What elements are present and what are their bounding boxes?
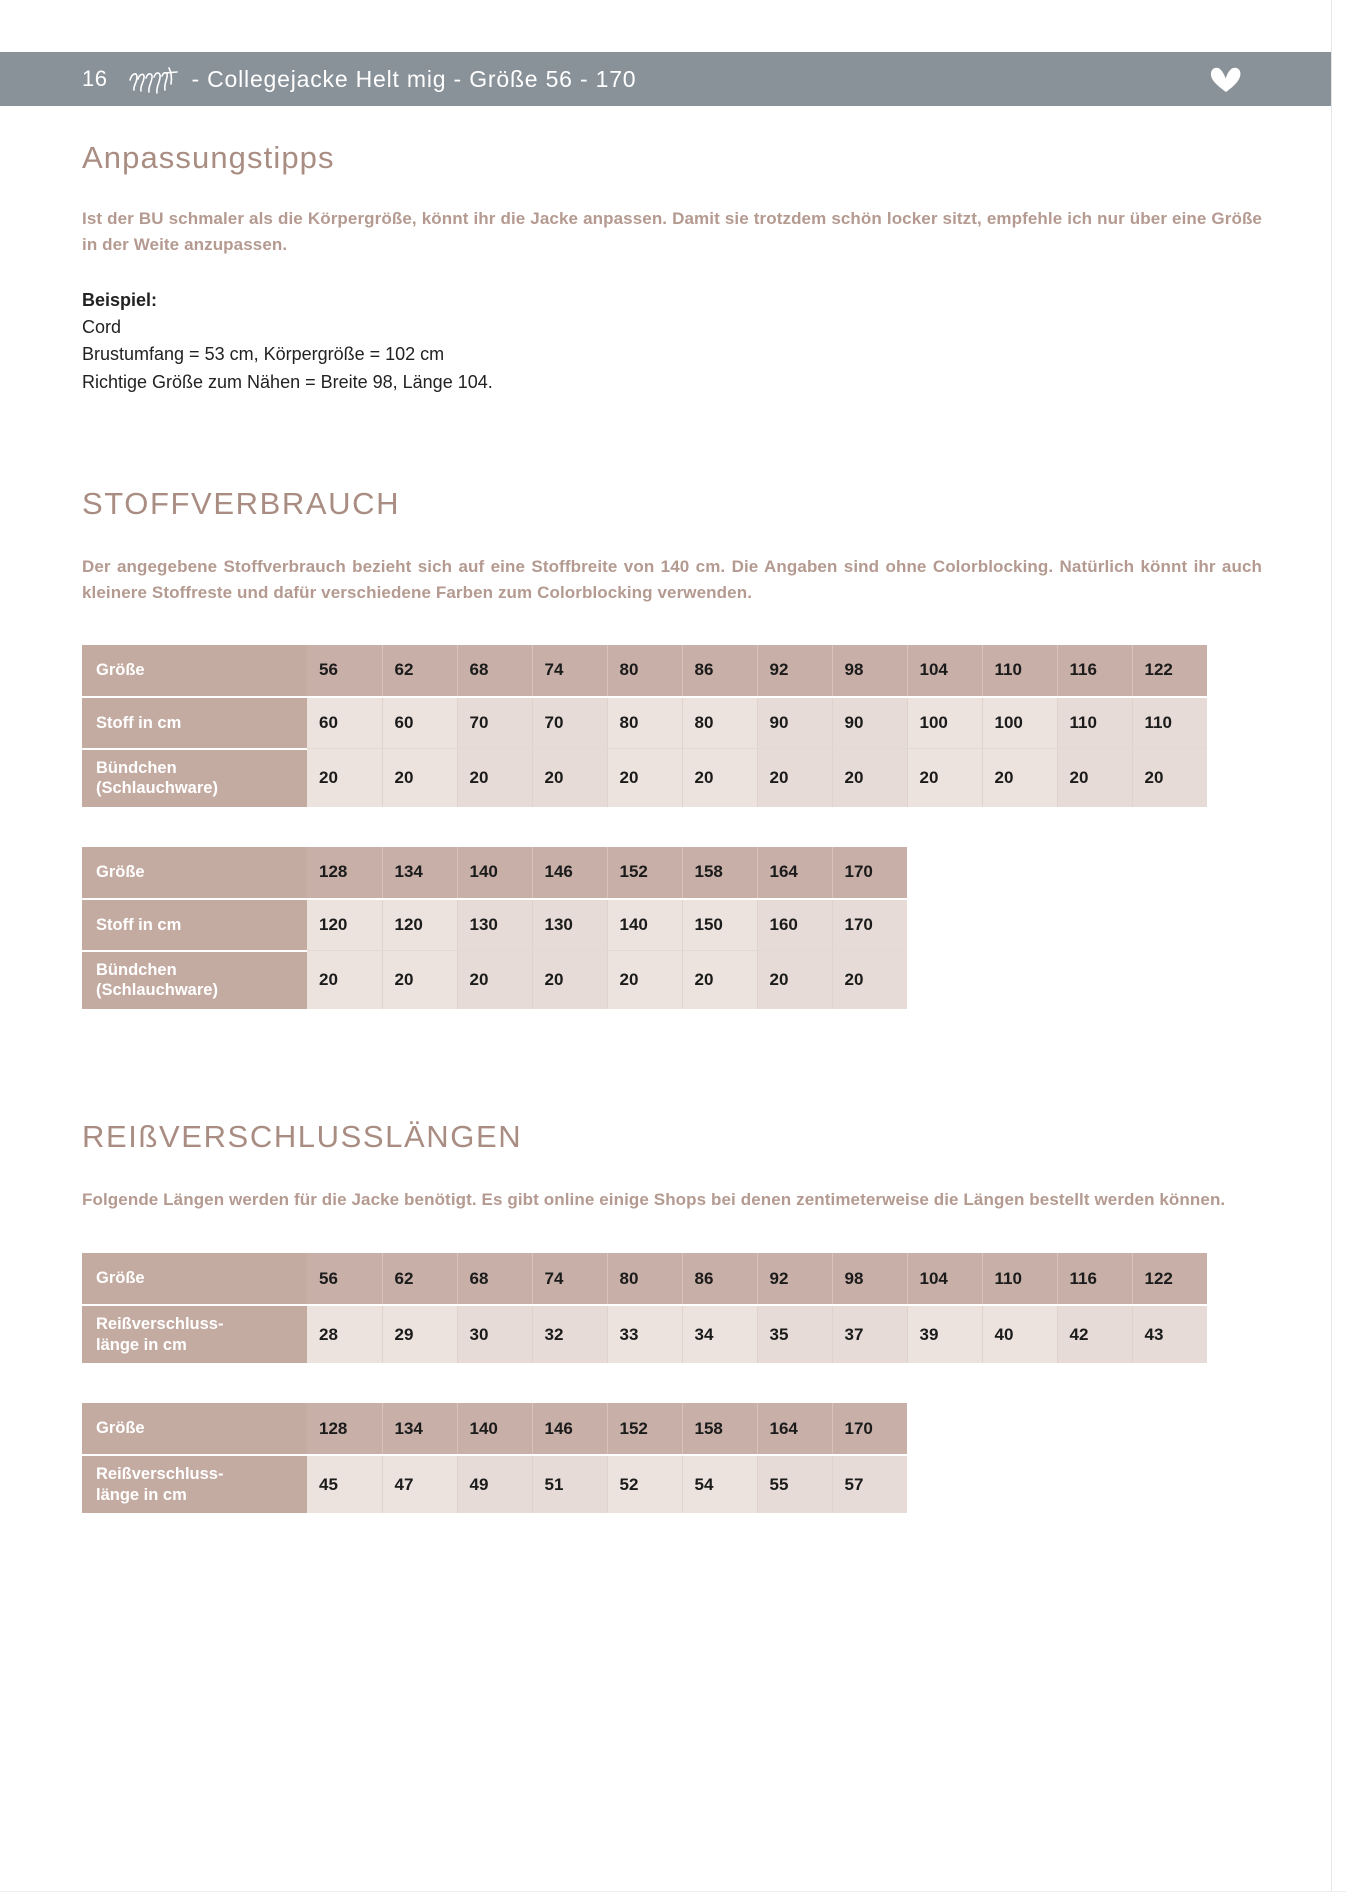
data-cell: 120 — [382, 899, 457, 951]
data-cell: 43 — [1132, 1305, 1207, 1363]
data-cell: 20 — [757, 749, 832, 807]
data-cell: 20 — [682, 951, 757, 1009]
data-cell: 140 — [607, 899, 682, 951]
row-label-zipper-length — [82, 1455, 307, 1513]
data-cell: 20 — [907, 749, 982, 807]
table-row — [82, 645, 1207, 697]
size-header-cell: 92 — [757, 645, 832, 697]
page-content — [82, 140, 1262, 1513]
row-label-buendchen-line2: (Schlauchware) — [96, 779, 218, 798]
row-label-zipper-line2: länge in cm — [96, 1485, 187, 1504]
data-cell: 51 — [532, 1455, 607, 1513]
data-cell: 35 — [757, 1305, 832, 1363]
table-row — [82, 847, 907, 899]
row-label-stoff: Stoff in cm — [82, 697, 307, 749]
data-cell: 20 — [1057, 749, 1132, 807]
data-cell: 90 — [757, 697, 832, 749]
row-label-buendchen-line1: Bündchen — [96, 960, 177, 979]
data-cell: 20 — [457, 951, 532, 1009]
data-cell: 90 — [832, 697, 907, 749]
table-zipper-large — [82, 1403, 907, 1513]
row-label-size: Größe — [82, 1403, 307, 1455]
page-number: 16 — [82, 66, 108, 91]
size-header-cell: 68 — [457, 1253, 532, 1305]
row-label-size: Größe — [82, 847, 307, 899]
data-cell: 130 — [532, 899, 607, 951]
data-cell: 45 — [307, 1455, 382, 1513]
data-cell: 110 — [1132, 697, 1207, 749]
data-cell: 80 — [682, 697, 757, 749]
size-header-cell: 170 — [832, 1403, 907, 1455]
table-row — [82, 1253, 1207, 1305]
size-header-cell: 110 — [982, 645, 1057, 697]
data-cell: 30 — [457, 1305, 532, 1363]
size-header-cell: 140 — [457, 1403, 532, 1455]
data-cell: 55 — [757, 1455, 832, 1513]
anpassungstipps-paragraph: Ist der BU schmaler als die Körpergröße, könnt ihr die Jacke anpassen. Damit sie trotzdem schön locker sitzt, empfehle ich nur über eine Größe in der Weite anzupassen. — [82, 209, 1262, 255]
data-cell: 57 — [832, 1455, 907, 1513]
size-header-cell: 170 — [832, 847, 907, 899]
data-cell: 60 — [382, 697, 457, 749]
example-block — [82, 287, 1262, 396]
data-cell: 20 — [982, 749, 1057, 807]
brand-logo-icon — [125, 62, 185, 96]
table-fabric-small — [82, 645, 1207, 807]
data-cell: 130 — [457, 899, 532, 951]
data-cell: 120 — [307, 899, 382, 951]
table-row — [82, 1403, 907, 1455]
data-cell: 20 — [607, 749, 682, 807]
size-header-cell: 110 — [982, 1253, 1057, 1305]
reissverschluss-paragraph: Folgende Längen werden für die Jacke benötigt. Es gibt online einige Shops bei denen zentimeterweise die Längen bestellt werden können. — [82, 1189, 1226, 1209]
size-header-cell: 80 — [607, 1253, 682, 1305]
data-cell: 34 — [682, 1305, 757, 1363]
page-right-margin — [1331, 0, 1346, 1902]
table-fabric-large — [82, 847, 907, 1009]
size-header-cell: 122 — [1132, 1253, 1207, 1305]
size-header-cell: 104 — [907, 1253, 982, 1305]
size-header-cell: 152 — [607, 847, 682, 899]
row-label-stoff: Stoff in cm — [82, 899, 307, 951]
size-header-cell: 152 — [607, 1403, 682, 1455]
row-label-zipper-line2: länge in cm — [96, 1335, 187, 1354]
data-cell: 37 — [832, 1305, 907, 1363]
size-header-cell: 146 — [532, 1403, 607, 1455]
data-cell: 20 — [1132, 749, 1207, 807]
data-cell: 54 — [682, 1455, 757, 1513]
table-row — [82, 951, 907, 1009]
header-title: - Collegejacke Helt mig - Größe 56 - 170 — [191, 65, 637, 92]
table-gap — [82, 1363, 1262, 1403]
page-header-bar — [0, 52, 1332, 106]
heart-icon — [1206, 62, 1246, 96]
size-header-cell: 146 — [532, 847, 607, 899]
data-cell: 29 — [382, 1305, 457, 1363]
table-row — [82, 749, 1207, 807]
size-header-cell: 86 — [682, 645, 757, 697]
data-cell: 42 — [1057, 1305, 1132, 1363]
data-cell: 47 — [382, 1455, 457, 1513]
data-cell: 20 — [457, 749, 532, 807]
size-header-cell: 68 — [457, 645, 532, 697]
size-header-cell: 56 — [307, 1253, 382, 1305]
data-cell: 170 — [832, 899, 907, 951]
row-label-zipper-line1: Reißverschluss- — [96, 1465, 224, 1484]
data-cell: 80 — [607, 697, 682, 749]
size-header-cell: 80 — [607, 645, 682, 697]
size-header-cell: 86 — [682, 1253, 757, 1305]
section-title-stoffverbrauch: STOFFVERBRAUCH — [82, 486, 401, 522]
size-header-cell: 158 — [682, 847, 757, 899]
size-header-cell: 164 — [757, 1403, 832, 1455]
data-cell: 52 — [607, 1455, 682, 1513]
data-cell: 20 — [532, 951, 607, 1009]
example-label: Beispiel: — [82, 289, 158, 310]
row-label-buendchen — [82, 951, 307, 1009]
data-cell: 20 — [307, 749, 382, 807]
size-header-cell: 74 — [532, 645, 607, 697]
size-header-cell: 134 — [382, 847, 457, 899]
data-cell: 70 — [532, 697, 607, 749]
size-header-cell: 104 — [907, 645, 982, 697]
row-label-buendchen-line2: (Schlauchware) — [96, 981, 218, 1000]
row-label-zipper-line1: Reißverschluss- — [96, 1315, 224, 1334]
table-zipper-small — [82, 1253, 1207, 1363]
data-cell: 100 — [907, 697, 982, 749]
stoffverbrauch-paragraph: Der angegebene Stoffverbrauch bezieht sich auf eine Stoffbreite von 140 cm. Die Angaben sind ohne Colorblocking. Natürlich könnt ihr auch kleinere Stoffreste und dafür verschiedene Farben zum Colorblocking verwenden. — [82, 557, 1262, 603]
table-row — [82, 1305, 1207, 1363]
data-cell: 60 — [307, 697, 382, 749]
data-cell: 20 — [382, 951, 457, 1009]
data-cell: 20 — [832, 749, 907, 807]
size-header-cell: 62 — [382, 645, 457, 697]
row-label-size: Größe — [82, 1253, 307, 1305]
size-header-cell: 74 — [532, 1253, 607, 1305]
size-header-cell: 56 — [307, 645, 382, 697]
data-cell: 28 — [307, 1305, 382, 1363]
size-header-cell: 116 — [1057, 645, 1132, 697]
size-header-cell: 116 — [1057, 1253, 1132, 1305]
data-cell: 32 — [532, 1305, 607, 1363]
row-label-buendchen-line1: Bündchen — [96, 758, 177, 777]
data-cell: 110 — [1057, 697, 1132, 749]
size-header-cell: 128 — [307, 847, 382, 899]
example-line-result: Richtige Größe zum Nähen = Breite 98, Länge 104. — [82, 371, 493, 392]
data-cell: 20 — [607, 951, 682, 1009]
example-line-material: Cord — [82, 317, 122, 338]
size-header-cell: 98 — [832, 1253, 907, 1305]
size-header-cell: 62 — [382, 1253, 457, 1305]
row-label-zipper-length — [82, 1305, 307, 1363]
data-cell: 150 — [682, 899, 757, 951]
data-cell: 70 — [457, 697, 532, 749]
table-gap — [82, 807, 1262, 847]
row-label-buendchen — [82, 749, 307, 807]
data-cell: 20 — [682, 749, 757, 807]
example-line-measurements: Brustumfang = 53 cm, Körpergröße = 102 cm — [82, 344, 445, 365]
size-header-cell: 92 — [757, 1253, 832, 1305]
data-cell: 49 — [457, 1455, 532, 1513]
size-header-cell: 158 — [682, 1403, 757, 1455]
data-cell: 20 — [532, 749, 607, 807]
data-cell: 40 — [982, 1305, 1057, 1363]
data-cell: 20 — [757, 951, 832, 1009]
size-header-cell: 98 — [832, 645, 907, 697]
size-header-cell: 128 — [307, 1403, 382, 1455]
section-title-anpassungstipps: Anpassungstipps — [82, 140, 335, 175]
size-header-cell: 140 — [457, 847, 532, 899]
data-cell: 100 — [982, 697, 1057, 749]
page-bottom-margin — [0, 1891, 1346, 1902]
data-cell: 20 — [307, 951, 382, 1009]
data-cell: 33 — [607, 1305, 682, 1363]
section-title-reissverschluss: REIßVERSCHLUSSLÄNGEN — [82, 1118, 523, 1154]
data-cell: 20 — [832, 951, 907, 1009]
size-header-cell: 134 — [382, 1403, 457, 1455]
data-cell: 160 — [757, 899, 832, 951]
data-cell: 39 — [907, 1305, 982, 1363]
row-label-size: Größe — [82, 645, 307, 697]
table-row — [82, 1455, 907, 1513]
size-header-cell: 122 — [1132, 645, 1207, 697]
table-row — [82, 899, 907, 951]
table-row — [82, 697, 1207, 749]
size-header-cell: 164 — [757, 847, 832, 899]
data-cell: 20 — [382, 749, 457, 807]
